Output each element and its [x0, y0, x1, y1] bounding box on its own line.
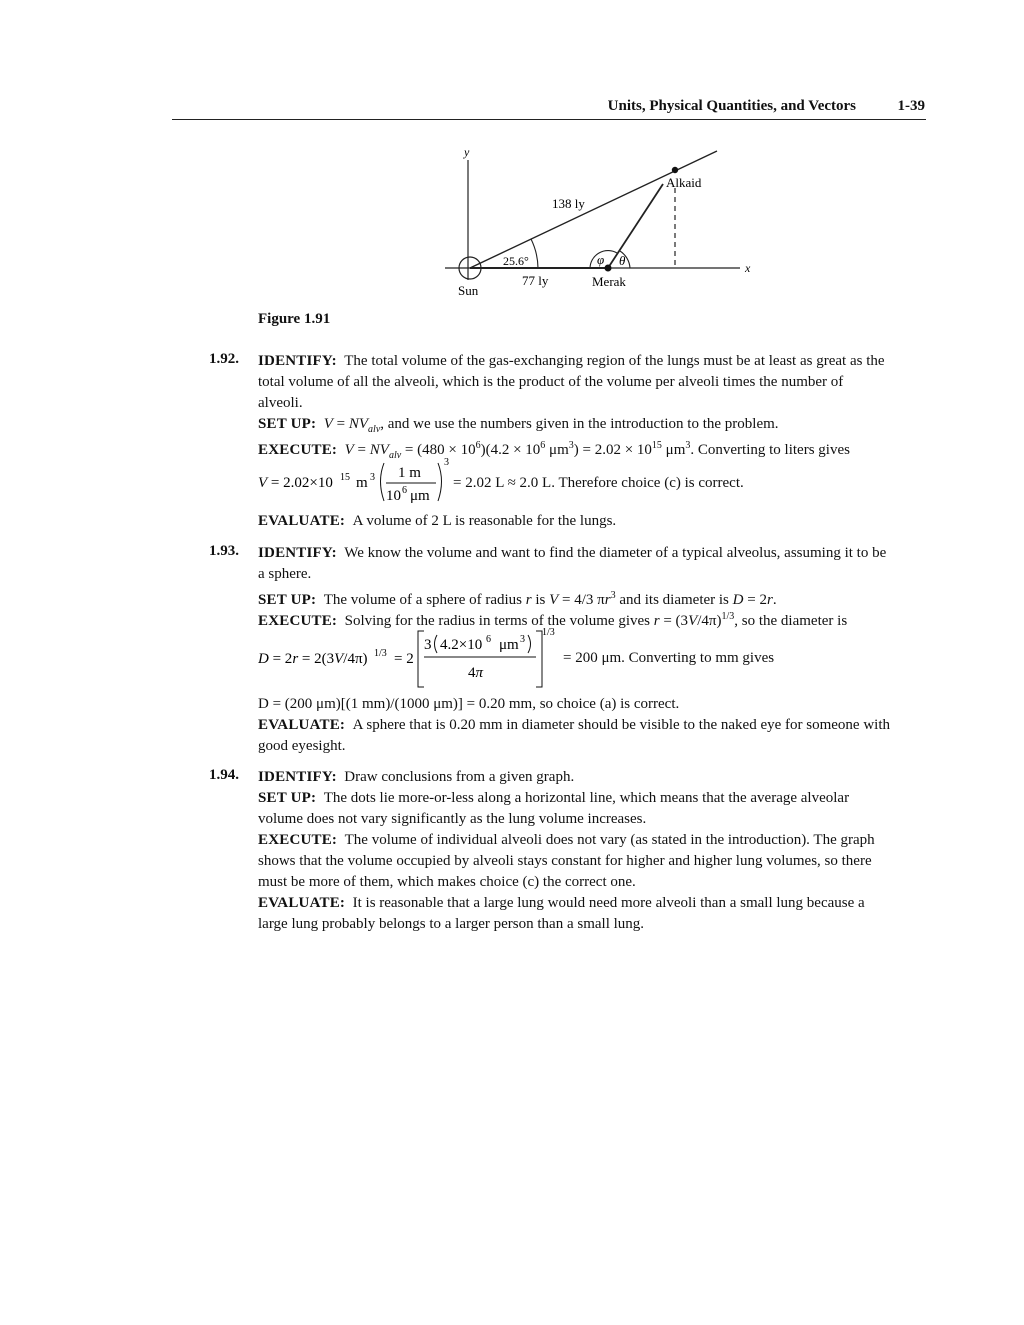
svg-text:3: 3 — [370, 472, 375, 483]
p93-identify-text-1: We know the volume and want to find the diameter of a typical alveolus, assuming it to be — [344, 545, 887, 561]
p92-setup-formula: $V = NV_{alv}$ — [323, 416, 381, 435]
p93-execute-text: Solving for the radius in terms of the volume gives — [344, 613, 650, 629]
p94-execute-line-2: shows that the volume occupied by alveoli stays constant for higher and higher lung volumes, so there — [258, 853, 872, 869]
sun-label: Sun — [458, 283, 479, 298]
p94-setup-line-2: volume does not vary significantly as the lung volume increases. — [258, 811, 647, 827]
p93-evaluate-line-2: good eyesight. — [258, 738, 346, 754]
page-number: 1-39 — [897, 98, 925, 114]
running-header-title: Units, Physical Quantities, and Vectors — [607, 98, 856, 114]
p93-equation-result: = 200 μm. Converting to mm gives — [563, 650, 775, 666]
alkaid-dot — [672, 167, 678, 173]
p94-evaluate-line-2: large lung probably belongs to a larger person than a small lung. — [258, 916, 645, 932]
p92-execute-formula: $V = NV_{alv} = (480 \times 10^6)(4.2 \times 10^6$ $\mu m^3) = 2.02 \times 10^{15}$ $\mu m^3$ — [344, 440, 691, 461]
svg-text:3: 3 — [520, 634, 525, 645]
p92-conversion-equation — [258, 455, 458, 507]
svg-text:1 m: 1 m — [398, 465, 421, 481]
evaluate-tag: EVALUATE: — [258, 513, 346, 529]
theta-label: θ — [619, 253, 626, 268]
svg-text:15: 15 — [340, 472, 350, 483]
p93-identify-line-1 — [258, 543, 886, 564]
p93-evaluate-line — [258, 715, 890, 736]
p94-setup-text-1: The dots lie more-or-less along a horizontal line, which means that the average alveolar — [323, 790, 850, 806]
merak-label: Merak — [592, 274, 626, 289]
p93-diameter-equation — [258, 625, 563, 693]
alkaid-label: Alkaid — [666, 175, 702, 190]
phi-label: φ — [597, 252, 605, 267]
p94-evaluate-line-1 — [258, 893, 865, 914]
svg-text:1/3: 1/3 — [542, 627, 555, 638]
identify-tag: IDENTIFY: — [258, 545, 337, 561]
svg-text:3: 3 — [424, 637, 432, 653]
p94-identify-line — [258, 767, 574, 788]
p92-identify-line-1 — [258, 351, 885, 372]
setup-tag: SET UP: — [258, 592, 317, 608]
identify-tag: IDENTIFY: — [258, 769, 337, 785]
svg-text:μm: μm — [499, 637, 519, 653]
merak-dot — [605, 265, 612, 272]
p93-evaluate-text-1: A sphere that is 0.20 mm in diameter should be visible to the naked eye for someone with — [352, 717, 890, 733]
execute-tag: EXECUTE: — [258, 832, 338, 848]
p92-identify-line-3: alveoli. — [258, 395, 303, 411]
distance-alkaid-label: 138 ly — [552, 196, 585, 211]
execute-tag: EXECUTE: — [258, 442, 338, 458]
problem-number-1-92: 1.92. — [209, 351, 239, 367]
distance-merak-label: 77 ly — [522, 273, 549, 288]
p92-evaluate-text: A volume of 2 L is reasonable for the lungs. — [352, 513, 617, 529]
p93-identify-line-2: a sphere. — [258, 566, 312, 582]
angle-label: 25.6° — [503, 254, 529, 268]
svg-text:m: m — [356, 475, 368, 491]
p92-equation-result: = 2.02 L ≈ 2.0 L. Therefore choice (c) is correct. — [453, 475, 744, 491]
sun-alkaid-line — [470, 151, 717, 268]
figure-caption: Figure 1.91 — [258, 311, 331, 327]
p92-identify-text-1: The total volume of the gas-exchanging region of the lungs must be at least as great as the — [344, 353, 885, 369]
p94-identify-text: Draw conclusions from a given graph. — [344, 769, 575, 785]
svg-text:D = 2r = 2(3V/4π): D = 2r = 2(3V/4π) — [258, 651, 368, 667]
p92-identify-line-2: total volume of all the alveoli, which is the product of the volume per alveoli times the number of — [258, 374, 844, 390]
p92-setup-text: , and we use the numbers given in the introduction to the problem. — [380, 416, 779, 432]
svg-text:4π: 4π — [468, 665, 484, 681]
svg-text:6: 6 — [486, 634, 491, 645]
evaluate-tag: EVALUATE: — [258, 895, 346, 911]
x-axis-label: x — [745, 261, 751, 275]
problem-number-1-94: 1.94. — [209, 767, 239, 783]
problem-number-1-93: 1.93. — [209, 543, 239, 559]
identify-tag: IDENTIFY: — [258, 353, 337, 369]
p94-execute-line-1 — [258, 830, 875, 851]
figure-1-91-diagram — [430, 140, 760, 305]
svg-text:V = 2.02×10: V = 2.02×10 — [258, 475, 333, 491]
svg-text:3: 3 — [444, 457, 449, 468]
svg-text:1/3: 1/3 — [374, 648, 387, 659]
p92-execute-text: . Converting to liters gives — [690, 442, 850, 458]
svg-text:μm: μm — [410, 488, 430, 504]
setup-tag: SET UP: — [258, 790, 317, 806]
p92-evaluate-line — [258, 511, 616, 532]
execute-tag: EXECUTE: — [258, 613, 338, 629]
y-axis-label: y — [464, 145, 470, 159]
p93-conclusion-line: D = (200 μm)[(1 mm)/(1000 μm)] = 0.20 mm, so choice (a) is correct. — [258, 696, 680, 712]
evaluate-tag: EVALUATE: — [258, 717, 346, 733]
p94-execute-line-3: must be more of them, which makes choice (c) the correct one. — [258, 874, 636, 890]
p94-setup-line-1 — [258, 788, 849, 809]
p93-setup-text: The volume of a sphere of radius r is V = 4/3 $\pi r^3$ and its diameter is D = 2r. — [323, 590, 777, 608]
angle-arc-sun — [531, 239, 538, 268]
svg-text:= 2: = 2 — [394, 651, 414, 667]
p93-execute-formula: $r = (3V/4\pi)^{1/3}$, so the diameter is — [653, 611, 848, 629]
p94-evaluate-text-1: It is reasonable that a large lung would need more alveoli than a small lung because a — [352, 895, 865, 911]
header-rule — [172, 119, 926, 120]
svg-text:10: 10 — [386, 488, 401, 504]
merak-alkaid-line — [608, 184, 663, 268]
p94-execute-text-1: The volume of individual alveoli does not vary (as stated in the introduction). The graph — [344, 832, 875, 848]
svg-text:6: 6 — [402, 485, 407, 496]
svg-text:4.2×10: 4.2×10 — [440, 637, 483, 653]
setup-tag: SET UP: — [258, 416, 317, 432]
